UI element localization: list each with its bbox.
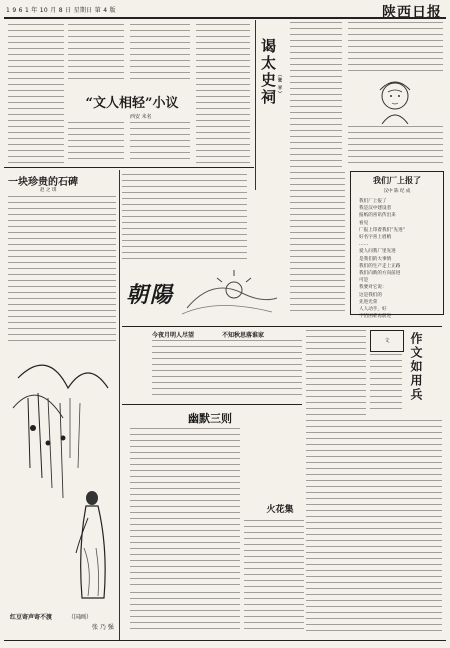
zuowen-body — [306, 420, 442, 634]
section-rule-1 — [4, 167, 254, 168]
poem-line: 我是汉中建设者 — [359, 206, 392, 212]
xie-column-1 — [290, 22, 342, 167]
poem-line: 好名字喜上眉梢 — [359, 235, 392, 241]
portrait-illustration — [352, 76, 438, 124]
essay-column-1 — [8, 24, 64, 164]
stamp-box: 文 — [370, 330, 404, 352]
painting-illustration — [8, 348, 116, 606]
poem-line: 报纸的喜讯传出来 — [359, 213, 396, 219]
section-rule-2 — [122, 326, 442, 327]
humor-title: 幽默三则 — [188, 412, 232, 425]
essay-column-3-top — [130, 24, 190, 84]
poem-line: 人人动手，好 — [359, 307, 387, 313]
zuowen-title: 作文如用兵 — [409, 332, 423, 402]
painting-author: 张 乃 强 — [92, 624, 114, 631]
painting-caption: 红豆寄声寄不渡 — [10, 614, 53, 621]
essay-column-2-top — [68, 24, 124, 84]
issue-date-line: 1 9 6 1 年 10 月 8 日 星期日 第 4 版 — [6, 7, 116, 14]
zhaoyang-title: 朝陽 — [126, 282, 175, 308]
poem-line: 看见 — [359, 220, 369, 226]
huohua-title: 火花集 — [266, 505, 294, 515]
footer-rule — [4, 640, 446, 641]
poem-line: 先进光荣 — [359, 299, 378, 305]
column-divider-1 — [255, 20, 256, 190]
essay-column-2-bottom — [68, 122, 124, 164]
essay-column-3-bottom — [130, 122, 190, 164]
poem-line: 我们的生产走上正路 — [359, 263, 401, 269]
poem-line: 是我们的大事情 — [359, 256, 392, 262]
poem-line: 我要对它说： — [359, 285, 387, 291]
poem-line: …… — [359, 242, 369, 248]
xie-title: 谒太史祠 — [259, 38, 277, 106]
xie-column-2 — [348, 22, 443, 74]
essay-author: 西安 未名 — [130, 114, 152, 120]
poem-line: 可是 — [359, 278, 369, 284]
stone-author: 赵 之 琪 — [40, 188, 57, 193]
poem-author: 汉中 陈 纪 成 — [383, 189, 411, 194]
stone-title: 一块珍贵的石碑 — [8, 177, 78, 188]
column-divider-2 — [119, 170, 120, 640]
essay-title: “文人相轻”小议 — [85, 96, 179, 111]
huohua-body — [244, 520, 304, 630]
moon-body — [152, 340, 302, 398]
poem-lines — [359, 198, 443, 320]
poem-line: 我们向新的方向前进 — [359, 271, 401, 277]
vertical-text-block-2 — [370, 354, 402, 410]
vertical-text-block-1 — [306, 330, 366, 416]
poem-line: 不怕困难再前进 — [359, 314, 392, 320]
newspaper-masthead: 陕西日报 — [382, 5, 442, 21]
moon-title-2: 不知秋思落谁家 — [222, 332, 265, 339]
stone-body — [8, 196, 116, 342]
poem-line: 爱人问我厂里先进 — [359, 249, 396, 255]
xie-author: （张 平） — [277, 72, 282, 97]
xie-column-3 — [348, 126, 443, 166]
poem-line: 我们厂上报了 — [359, 199, 387, 204]
poem-box — [350, 171, 444, 320]
header-rule — [4, 17, 446, 19]
poem-title: 我们厂上报了 — [373, 175, 421, 185]
essay-column-4 — [196, 24, 250, 164]
moon-title-1: 今夜月明人尽望 — [152, 332, 195, 339]
poem-line: 厂报上印着我们“先进” — [359, 227, 406, 233]
humor-body-bottom — [130, 592, 240, 632]
humor-body — [130, 428, 240, 588]
right-text-column — [290, 172, 345, 312]
poem-line: 这是我们的 — [359, 292, 382, 298]
section-rule-3 — [122, 404, 302, 405]
painting-note: （国画） — [68, 614, 93, 621]
middle-text-1 — [122, 174, 247, 264]
